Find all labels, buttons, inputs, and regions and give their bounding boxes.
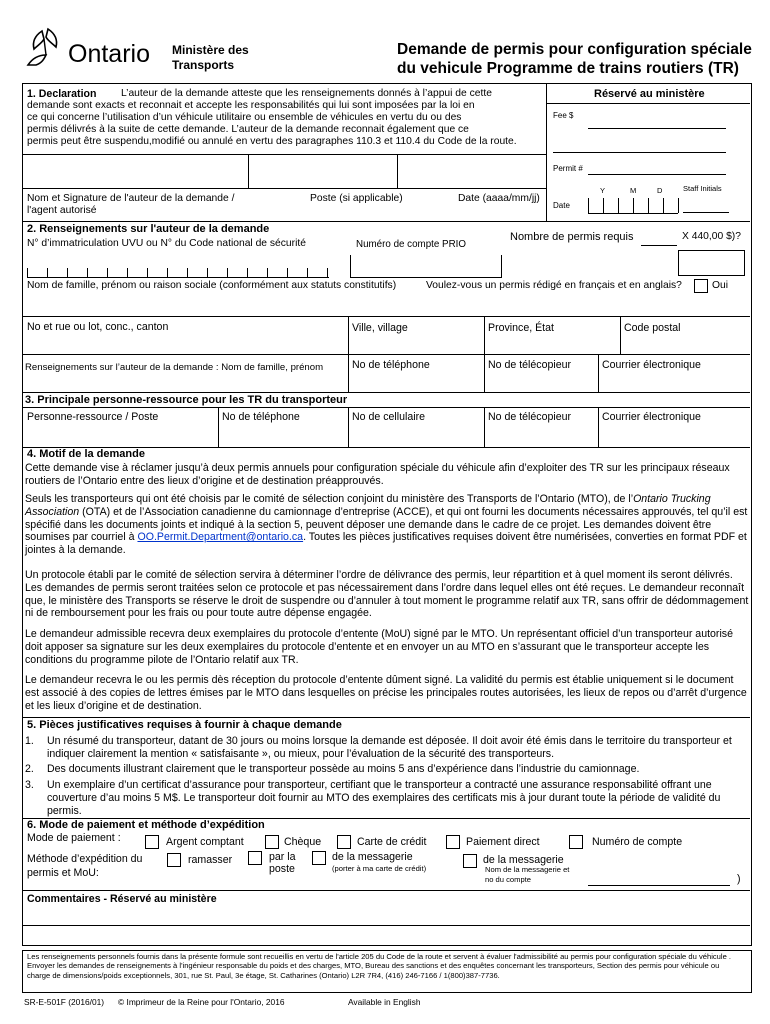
prio-label: Numéro de compte PRIO [356,239,466,250]
email-field[interactable] [599,374,749,391]
account-number-checkbox[interactable] [569,835,583,849]
uvu-comb-tick [247,268,248,277]
ontario-trillium-logo [22,25,70,73]
section2-heading: 2. Renseignements sur l'auteur de la demande [27,223,270,235]
declaration-line: permis délivrés à la suite de cette demande. L’auteur de la demande reconnait également que ce [27,124,469,135]
email-label: Courrier électronique [602,359,701,371]
uvu-comb-tick [167,268,168,277]
postal-code-field[interactable] [621,334,749,353]
cheque-label: Chèque [284,836,322,848]
province-field[interactable] [485,334,619,353]
uvu-comb-tick [187,268,188,277]
street-label: No et rue ou lot, conc., canton [27,321,169,333]
courier-credit-checkbox[interactable] [312,851,326,865]
reserved-heading: Réservé au ministère [594,88,705,100]
contact-phone-label: No de téléphone [222,411,300,423]
declaration-line: L’auteur de la demande atteste que les renseignements donnés à l’appui de cette [121,88,492,99]
declaration-line: ce qui concerne l’utilisation d’un véhicule utilitaire ou ensemble de véhicules en vertu du ou des [27,112,462,123]
contact-email-label: Courrier électronique [602,411,701,423]
year-label: Y [600,186,606,195]
fee-label: Fee $ [553,111,574,120]
reason-paragraph-1: Cette demande vise à réclamer jusqu’à deux permis annuels pour configuration spéciale du véhicule afin d’exploiter des TR sur les principaux réseaux routiers de l’Ontario entre des lieux d’origine et de destination préapprouvés. [25,462,730,487]
permit-department-email-link[interactable]: OO.Permit.Department@ontario.ca [137,531,304,544]
position-field[interactable] [249,154,396,188]
pickup-label: ramasser [188,854,233,866]
contact-person-field[interactable] [23,428,217,446]
day-label: D [657,186,663,195]
uvu-number-field[interactable] [27,265,329,278]
uvu-comb-tick [67,268,68,277]
staff-initials-label: Staff Initials [683,184,722,193]
reason-paragraph-2: Seuls les transporteurs qui ont été choisis par le comité de sélection conjoint du ministère des Transports de l’Ontario (MTO), de l’Ontario Trucking Association (OTA) et de l’Association canadienne du camionnage d’entreprise (ACCE), et qui ont fourni les documents nécessaires approuvés, tel qu’il est spécifié dans les documents joints et indiqué à la section 5, peuvent déposer une demande dans le cadre de ce projet. Les demandes doivent être soumises par courriel à OO.Permit.Department@ontario.ca. Toutes les pièces justificatives requises doivent être numérisées, converties en format PDF et jointes à la demande. [25,493,748,557]
payment-label: Mode de paiement : [27,832,121,844]
postal-code-label: Code postal [624,322,681,334]
doc-item-number: 3. [25,779,34,791]
fax-label: No de télécopieur [488,359,572,371]
uvu-comb-tick [327,268,328,277]
fax-field[interactable] [485,374,597,391]
staff-initials-field[interactable] [683,212,729,213]
uvu-comb-tick [47,268,48,277]
ontario-wordmark: Ontario [68,40,150,68]
section4-heading: 4. Motif de la demande [27,448,145,460]
section5-heading: 5. Pièces justificatives requises à fournir à chaque demande [27,719,342,731]
permit-number-label: Permit # [553,164,583,173]
fee-field[interactable] [588,128,726,129]
uvu-comb-tick [27,268,28,277]
privacy-notice: Les renseignements personnels fournis dans la présente formule sont recueillis en vertu de l'article 205 du Code de la route et servent à évaluer l'admissibilité au permis pour configuration spéciale du véhicule . Envoyer les demandes de renseignements à l'ingénieur responsable du poids et des charges, MTO, Bureau des sanctions et des enquêtes concernant les transporteurs, Section des permis pour véhicule ou charge de dimensions/poids exceptionnels, 301, rue St. Paul, 3e étage, St. Catharines (Ontario) L2R 7R4, (416) 246-7166 / 1(800)387-7736. [27,952,732,980]
uvu-comb-tick [227,268,228,277]
oui-label: Oui [712,280,729,291]
doc-item-text: Des documents illustrant clairement que le transporteur possède au moins 5 ans d’expérience dans l’industrie du camionnage. [47,763,640,775]
cell-field[interactable] [349,428,483,446]
signature-label-line2: l'agent autorisé [27,205,97,216]
shipping-label-line1: Méthode d’expédition du [27,853,143,865]
available-in-english: Available in English [348,997,421,1007]
uvu-comb-tick [127,268,128,277]
position-label: Poste (si applicable) [310,193,403,204]
reserved-date-label: Date [553,201,570,210]
contact-fax-label: No de télécopieur [488,411,572,423]
contact-phone-field[interactable] [219,428,347,446]
reason-paragraph-4: Le demandeur admissible recevra deux exemplaires du protocole d’entente (MoU) signé par le MTO. Un représentant officiel d’un transporteur autorisé doit apposer sa signature sur les deux exemplaires du protocole d’entente et en envoyer un au MTO en s’assurant que le transporteur accepte les conditions du programme pilote de l’Ontario relatif aux TR. [25,628,733,666]
cell-label: No de cellulaire [352,411,426,423]
reason-paragraph-3: Un protocole établi par le comité de sélection servira à déterminer l’ordre de délivrance des permis, leur répartition et à quel moment ils seront délivrés. Les demandes de permis seront traitées selon ce protocole et pas nécessairement dans l’ordre dans lequel elles ont été reçues. Le demandeur reconnaît que, le ministère des Transports se réserve le droit de suspendre ou d’annuler à tout moment le programme relatif aux TR, sans offrir de dédommagement ni de remboursement pour les frais ou pour toute autre dépense engagée. [25,569,749,620]
courier-name-label-line2: no du compte [485,875,532,884]
close-paren: ) [737,873,741,885]
form-number: SR-E-501F (2016/01) [24,997,105,1007]
courier-note: (porter à ma carte de crédit) [332,864,427,873]
cash-label: Argent comptant [166,836,244,848]
permits-total-box[interactable] [678,250,745,276]
street-field[interactable] [23,334,347,353]
doc-item-number: 2. [25,763,34,775]
section6-heading: 6. Mode de paiement et méthode d’expédition [27,819,265,831]
declaration-line: demande sont exacts et reconnait et accepte les responsabilités qui lui sont imposées par la loi en [27,100,475,111]
phone-label: No de téléphone [352,359,430,371]
shipping-label-line2: permis et MoU: [27,867,99,879]
uvu-comb-tick [107,268,108,277]
city-field[interactable] [349,334,483,353]
copyright: © Imprimeur de la Reine pour l'Ontario, 2016 [118,997,285,1007]
name-label: Nom de famille, prénom ou raison sociale (conformément aux statuts constitutifs) [27,280,397,291]
pickup-checkbox[interactable] [167,853,181,867]
contact-email-field[interactable] [599,428,749,446]
uvu-label: N° d’immatriculation UVU ou N° du Code national de sécurité [27,238,306,249]
courier-name-label-line1: Nom de la messagerie et [485,865,570,874]
doc-item-number: 1. [25,735,34,747]
uvu-comb-tick [267,268,268,277]
cheque-checkbox[interactable] [265,835,279,849]
section1-heading: 1. Declaration [27,88,97,100]
oui-checkbox[interactable] [694,279,708,293]
comments-heading: Commentaires - Réservé au ministère [27,893,217,905]
permits-requested-label: Nombre de permis requis [510,231,634,243]
uvu-comb-tick [207,268,208,277]
doc-item-text: Un exemplaire d’un certificat d’assurance pour transporteur, certifiant que le transporteur a contracté une assurance responsabilité offrant une couverture d’au moins 5 M$. Le transporteur doit fournir au MTO des exemplaires des certificats mis à jour durant toute la période de validité du permis. [47,779,721,817]
price-text: X 440,00 $)? [682,231,741,242]
mail-checkbox[interactable] [248,851,262,865]
language-question: Voulez-vous un permis rédigé en français et en anglais? [426,280,682,291]
form-title-line1: Demande de permis pour configuration spéciale [397,41,752,58]
declaration-line: permis peut être suspendu,modifié ou annulé en vertu des paragraphes 110.3 et 110.4 du Code de la route. [27,136,517,147]
uvu-comb-tick [287,268,288,277]
uvu-comb-tick [147,268,148,277]
uvu-comb-tick [87,268,88,277]
city-label: Ville, village [352,322,408,334]
credit-card-label: Carte de crédit [357,836,427,848]
form-title-line2: du vehicule Programme de trains routiers (TR) [397,60,739,77]
credit-card-checkbox[interactable] [337,835,351,849]
courier-name-field[interactable] [588,885,730,886]
month-label: M [630,186,637,195]
name-field[interactable] [23,294,749,315]
cash-checkbox[interactable] [145,835,159,849]
courier-label: de la messagerie [332,851,413,863]
direct-payment-checkbox[interactable] [446,835,460,849]
phone-field[interactable] [349,374,483,391]
contact-name-field[interactable] [23,374,347,391]
contact-person-label: Personne-ressource / Poste [27,411,159,423]
mail-label-line1: par la [269,851,296,863]
section3-heading: 3. Principale personne-ressource pour les TR du transporteur [25,394,348,406]
fee-field-line2[interactable] [553,152,726,153]
contact-fax-field[interactable] [485,428,597,446]
mail-label-line2: poste [269,863,295,875]
signature-field[interactable] [22,154,248,188]
signature-label-line1: Nom et Signature de l'auteur de la demande / [27,193,235,204]
prio-number-field[interactable] [350,255,502,278]
reason-paragraph-5: Le demandeur recevra le ou les permis dès réception du protocole d’entente dûment signé. La validité du permis est établie uniquement si le document est associé à des copies de lettres émises par le MTO dans lesquelles on précise les principales routes autorisées, les lieux de repos ou d’arrêt d’urgence et les lieux d’origine et de destination. [25,674,747,712]
date-label: Date (aaaa/mm/jj) [458,193,540,204]
ministry-line1: Ministère des [172,43,249,57]
uvu-comb-tick [307,268,308,277]
ministry-line2: Transports [172,58,235,72]
doc-item-text: Un résumé du transporteur, datant de 30 jours ou moins lorsque la demande est déposée. Il doit avoir été émis dans le territoire du transporteur et indiquer clairement la mention « satisfaisante », ou mieux, pour l’évaluation de la sécurité des transporteurs. [47,735,732,760]
permits-requested-field[interactable] [641,245,677,246]
courier-account-checkbox[interactable] [463,854,477,868]
contact-name-label: Renseignements sur l’auteur de la demande : Nom de famille, prénom [25,362,324,373]
declaration-date-field[interactable] [398,154,545,188]
account-number-label: Numéro de compte [592,836,683,848]
direct-payment-label: Paiement direct [466,836,540,848]
permit-number-field[interactable] [588,174,726,175]
province-label: Province, État [488,322,554,334]
courier-account-label: de la messagerie [483,854,564,866]
